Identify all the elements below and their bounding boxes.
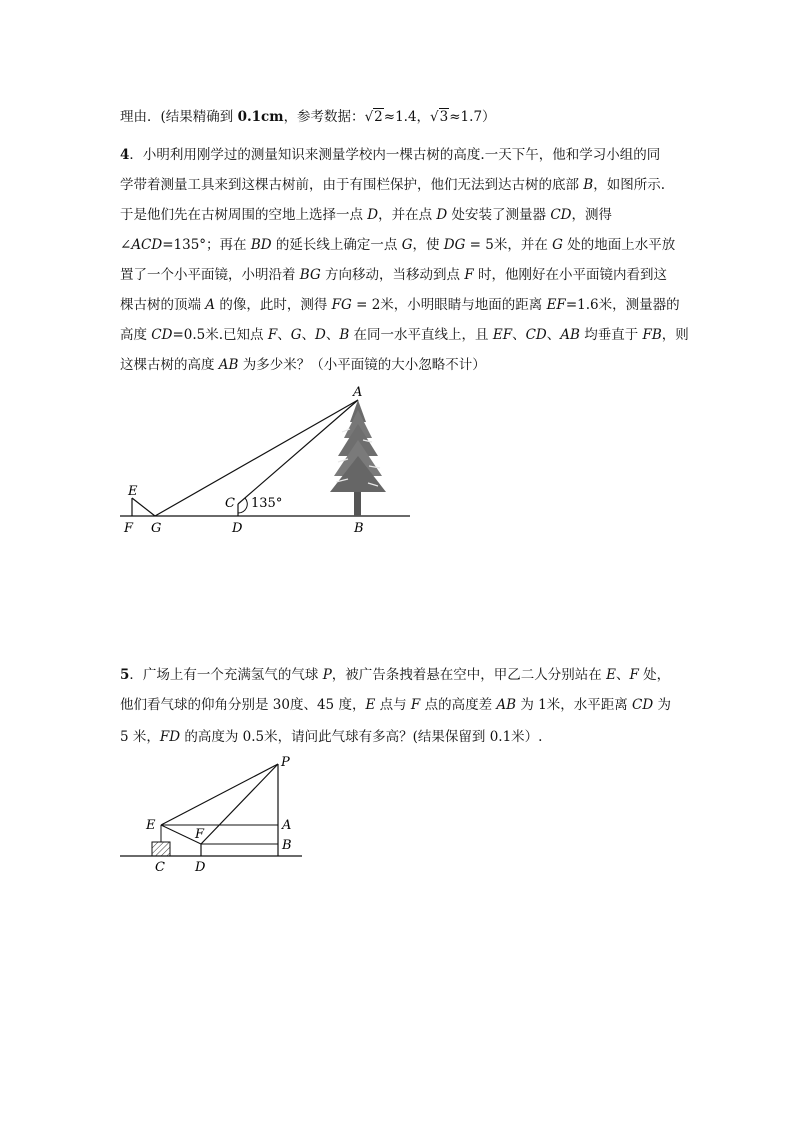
label-e: E xyxy=(128,484,138,499)
q4-line-5: 置了一个小平面镜，小明沿着 BG 方向移动，当移动到点 F 时，他刚好在小平面镜内看到这 xyxy=(120,267,668,283)
label-b: B xyxy=(282,838,292,853)
q5-line-1: 5．广场上有一个充满氢气的气球 P，被广告条拽着悬在空中，甲乙二人分别站在 E、F 处， xyxy=(120,667,671,683)
label-d: D xyxy=(232,521,243,536)
label-c: C xyxy=(155,860,165,875)
q4-line-1: 4．小明利用刚学过的测量知识来测量学校内一棵古树的高度.一天下午，他和学习小组的同 xyxy=(120,147,661,163)
label-a: A xyxy=(282,818,292,833)
segment-ep xyxy=(161,764,278,825)
label-b: B xyxy=(354,521,364,536)
q5-line-3: 5 米，FD 的高度为 0.5米，请问此气球有多高？(结果保留到 0.1米）. xyxy=(120,729,543,745)
segment-eg xyxy=(132,498,155,516)
q4-line-2: 学带着测量工具来到这棵古树前，由于有围栏保护，他们无法到达古树的底部 B，如图所示. xyxy=(120,177,666,193)
label-c: C xyxy=(225,496,235,511)
label-f: F xyxy=(124,521,134,536)
label-a: A xyxy=(353,385,363,400)
label-p: P xyxy=(281,755,290,770)
sqrt-symbol: √3 xyxy=(430,109,449,125)
label-f: F xyxy=(195,827,205,842)
label-g: G xyxy=(151,521,162,536)
q4-line-7: 高度 CD=0.5米.已知点 F、G、D、B 在同一水平直线上，且 EF、CD、AB 均垂直于 FB，则 xyxy=(120,327,689,343)
label-angle: 135° xyxy=(251,496,283,511)
q4-line-6: 棵古树的顶端 A 的像，此时，测得 FG = 2米，小明眼睛与地面的距离 EF=1.6米，测量器的 xyxy=(120,297,680,313)
segment-fp xyxy=(201,764,278,844)
intro-line: 理由．(结果精确到 0.1cm，参考数据：√2≈1.4，√3≈1.7） xyxy=(120,109,496,125)
q5-line-2: 他们看气球的仰角分别是 30度、45 度，E 点与 F 点的高度差 AB 为 1米，水平距离 CD 为 xyxy=(120,697,671,713)
q4-line-8: 这棵古树的高度 AB 为多少米？（小平面镜的大小忽略不计） xyxy=(120,357,486,373)
hatched-block xyxy=(152,842,170,856)
label-e: E xyxy=(146,818,156,833)
q4-line-3: 于是他们先在古树周围的空地上选择一点 D，并在点 D 处安装了测量器 CD，测得 xyxy=(120,207,612,223)
q4-figure xyxy=(110,382,420,542)
sqrt-symbol: √2 xyxy=(364,109,383,125)
label-d: D xyxy=(195,860,206,875)
q4-line-4: ∠ACD=135°；再在 BD 的延长线上确定一点 G，使 DG = 5米，并在 G 处的地面上水平放 xyxy=(120,237,676,253)
question-number: 5 xyxy=(120,667,130,683)
q5-figure xyxy=(112,752,312,876)
question-number: 4 xyxy=(120,147,130,163)
